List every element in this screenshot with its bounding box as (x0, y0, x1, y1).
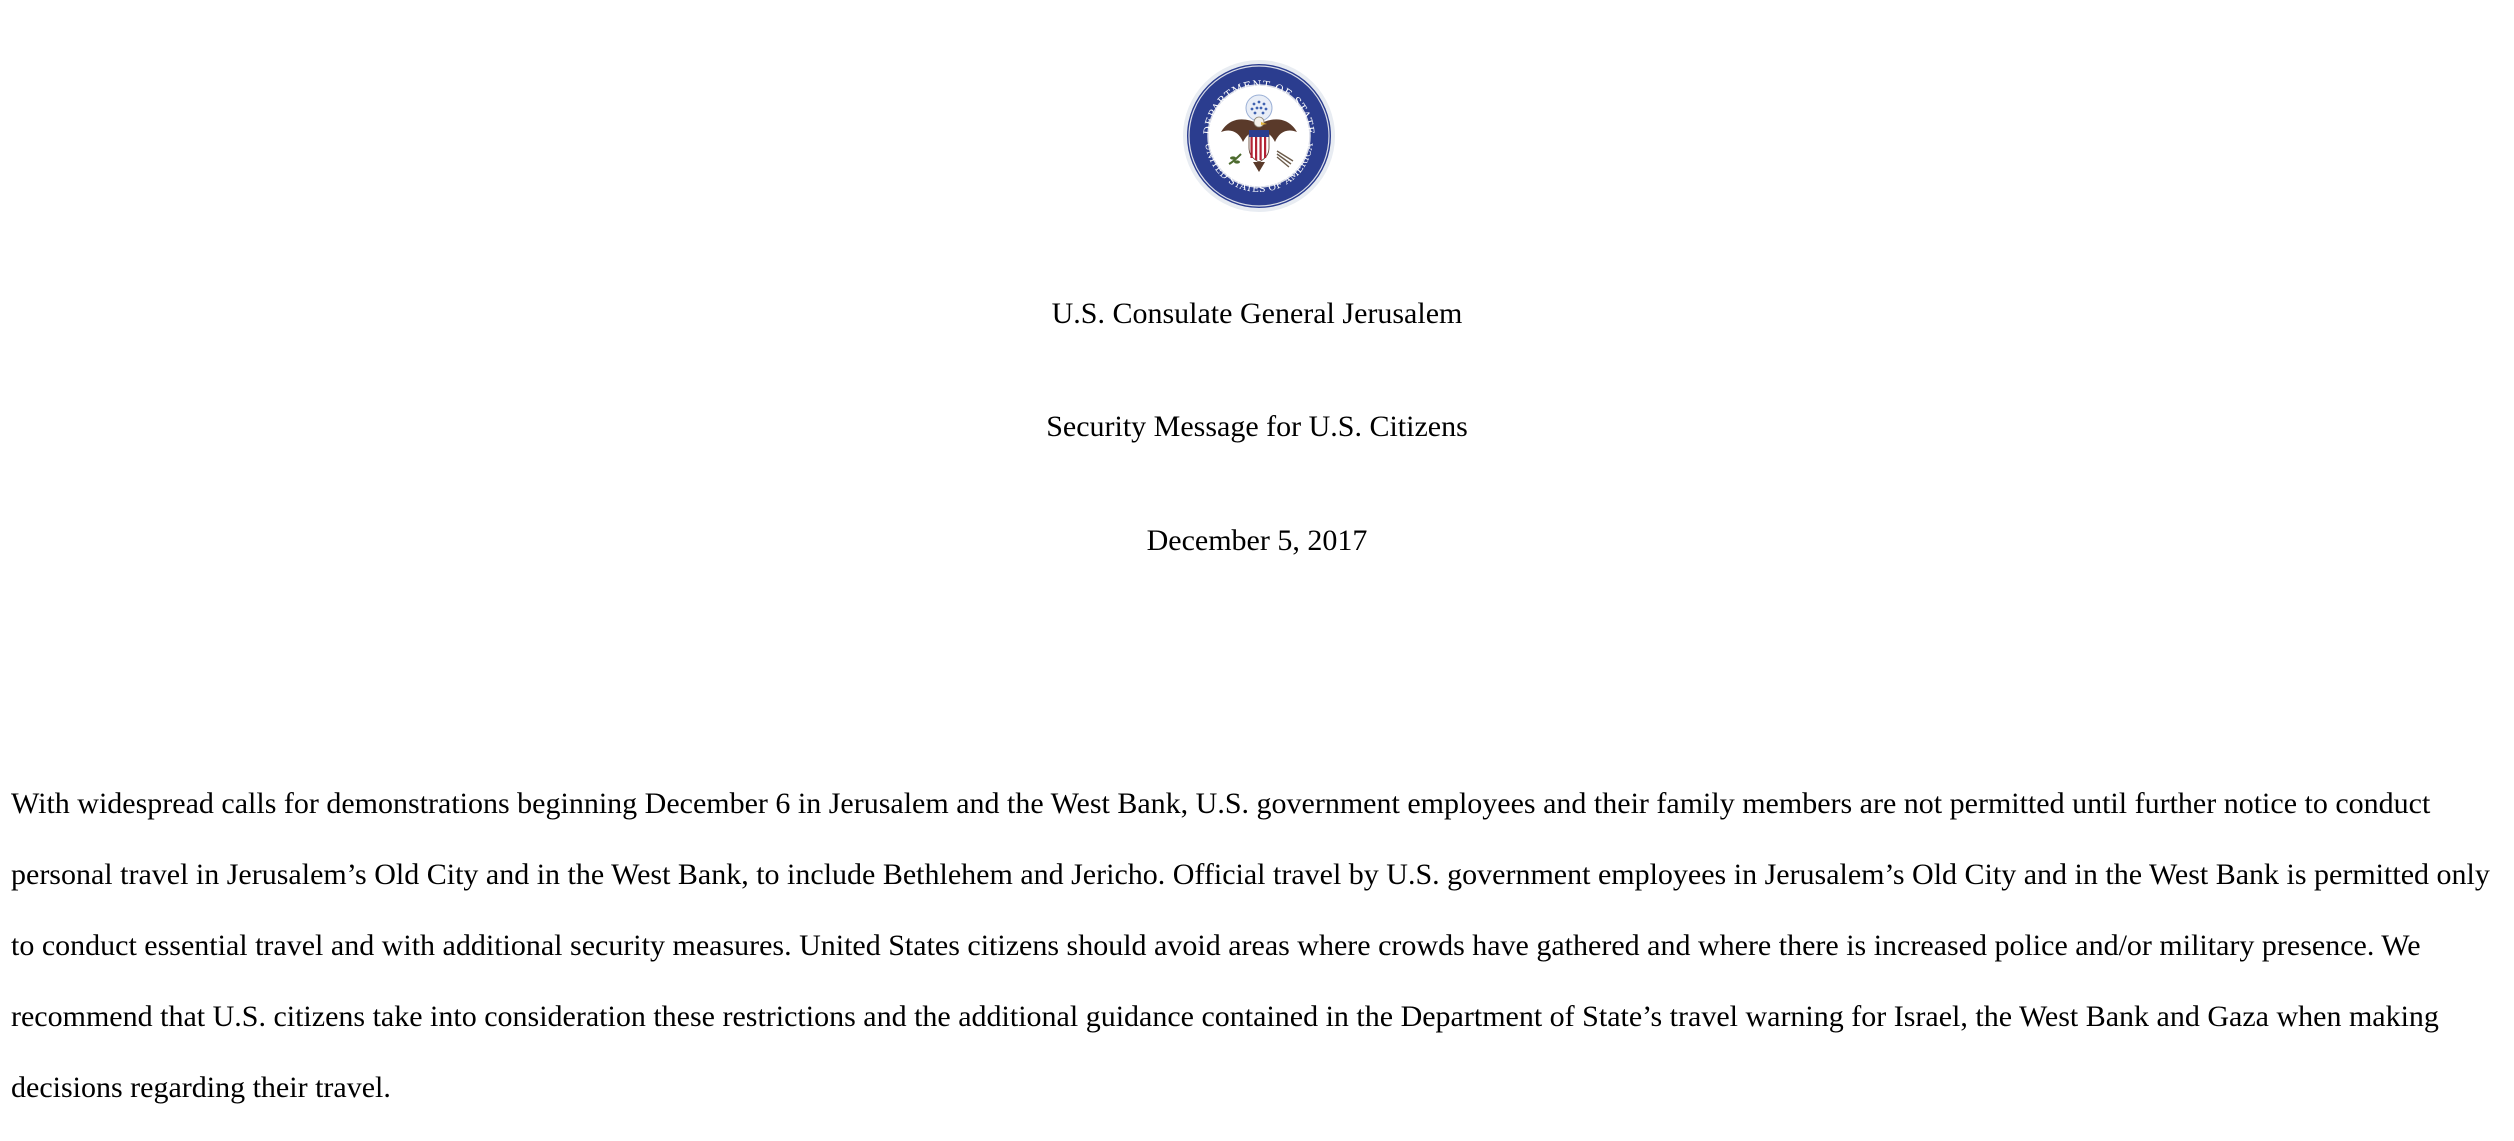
message-title: Security Message for U.S. Citizens (1046, 410, 1468, 443)
department-of-state-seal-icon (1181, 58, 1337, 214)
body-line: to conduct essential travel and with additional security measures. United States citizens should avoid areas where crowds have gathered and where there is increased police and/or military presence. We (11, 928, 2421, 962)
body-line: recommend that U.S. citizens take into consideration these restrictions and the additional guidance contained in the Department of State’s travel warning for Israel, the West Bank and Gaza when making (11, 999, 2439, 1033)
body-line: decisions regarding their travel. (11, 1070, 391, 1104)
body-line: With widespread calls for demonstrations beginning December 6 in Jerusalem and the West Bank, U.S. government employees and their family members are not permitted until further notice to conduct (11, 786, 2431, 820)
svg-text:DEPARTMENT OF STATE: DEPARTMENT OF STATE (1201, 78, 1317, 136)
body-line: personal travel in Jerusalem’s Old City and in the West Bank, to include Bethlehem and Jericho. Official travel by U.S. government employees in Jerusalem’s Old City and in the West Bank is permitted only (11, 857, 2490, 891)
message-date: December 5, 2017 (1146, 524, 1368, 557)
message-body (11, 750, 2511, 1141)
svg-text:UNITED STATES OF AMERICA: UNITED STATES OF AMERICA (1202, 141, 1316, 196)
office-name: U.S. Consulate General Jerusalem (1051, 297, 1463, 330)
